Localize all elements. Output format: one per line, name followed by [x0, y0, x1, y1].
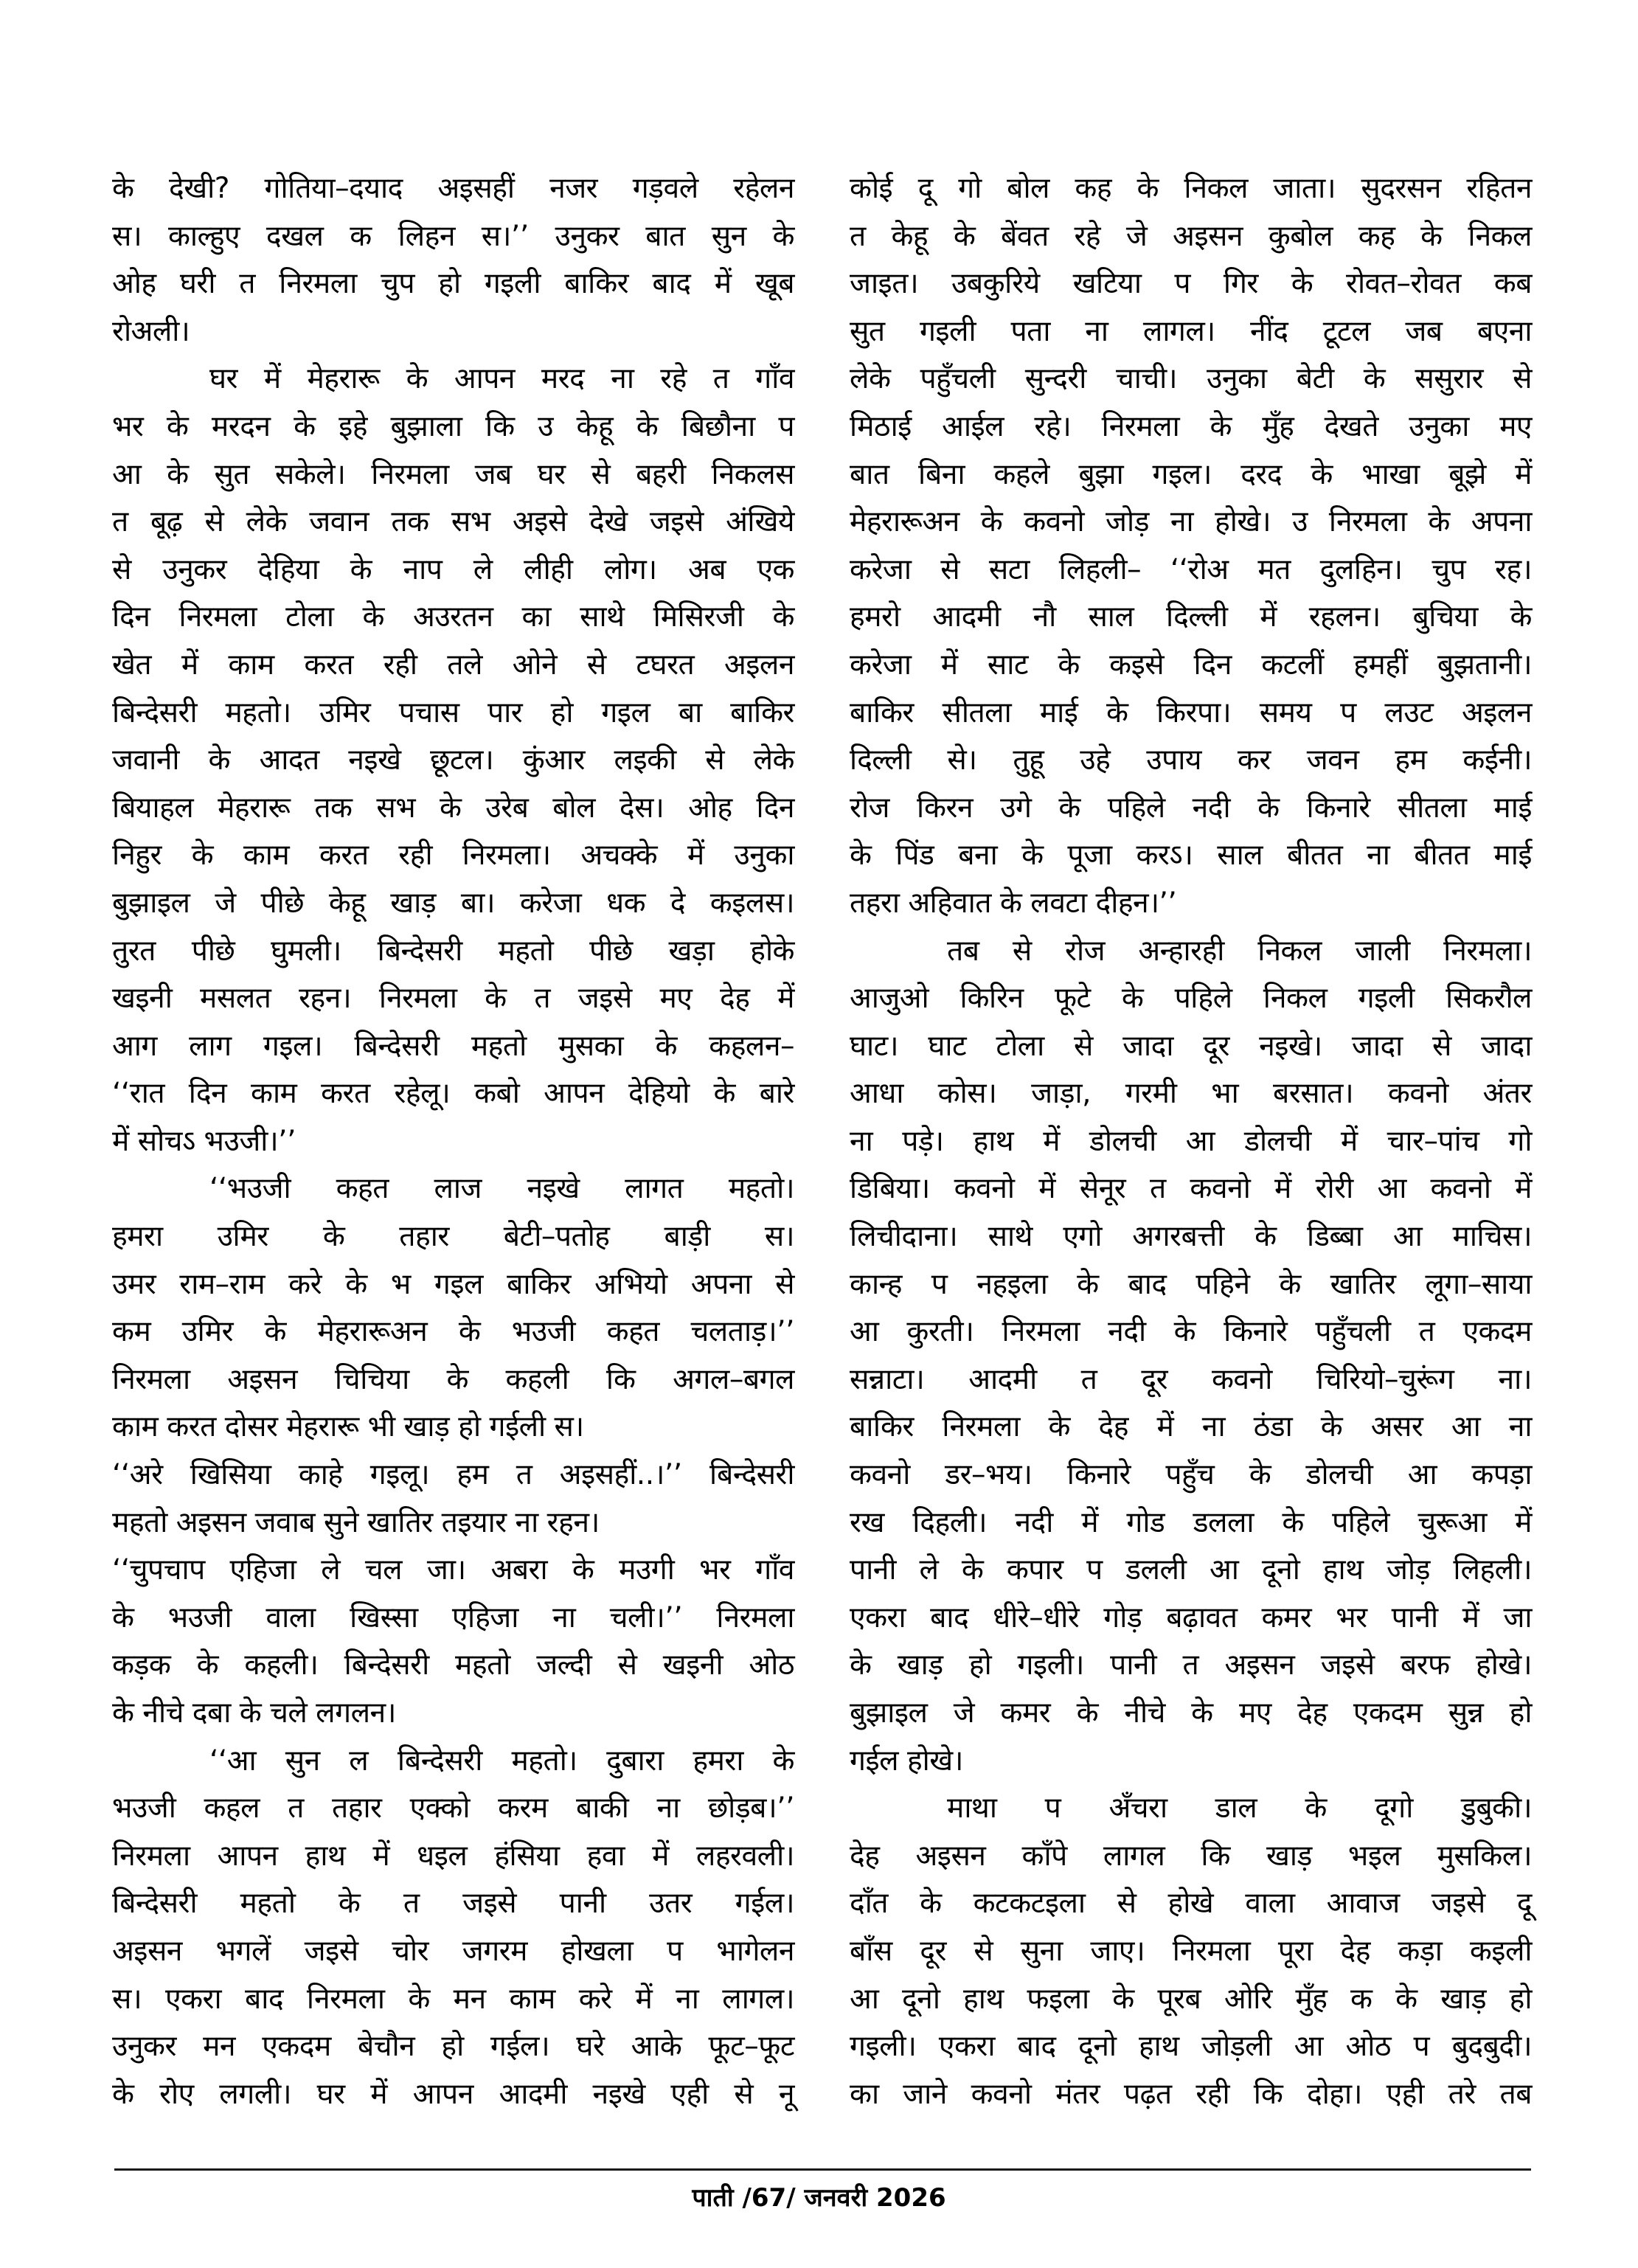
text-line: कोई दू गो बोल कह के निकल जाता। सुदरसन रहितन: [850, 172, 1532, 205]
text-line: खइनी मसलत रहन। निरमला के त जइसे मए देह में: [112, 982, 794, 1016]
text-line: सुत गइली पता ना लागल। नींद टूटल जब बएना: [850, 314, 1532, 348]
text-line: भर के मरदन के इहे बुझाला कि उ केहू के बिछौना प: [112, 409, 794, 443]
text-line: माथा प अँचरा डाल के दूगो डुबुकी।: [947, 1792, 1532, 1825]
text-line: के खाड़ हो गइली। पानी त अइसन जइसे बरफ होखे।: [850, 1648, 1532, 1682]
text-line: बात बिना कहले बुझा गइल। दरद के भाखा बूझे में: [850, 457, 1532, 491]
text-line: आधा कोस। जाड़ा, गरमी भा बरसात। कवनो अंतर: [850, 1077, 1532, 1111]
text-line: कड़क के कहली। बिन्देसरी महतो जल्दी से खइनी ओठ: [112, 1648, 794, 1682]
text-line: ना पड़े। हाथ में डोलची आ डोलची में चार–पांच गो: [850, 1124, 1532, 1158]
text-line: बुझाइल जे पीछे केहू खाड़ बा। करेजा धक दे कइलस।: [112, 886, 794, 920]
text-line: के नीचे दबा के चले लगलन।: [112, 1696, 396, 1730]
article-column-right: [850, 165, 1532, 2118]
text-line: बिन्देसरी महतो। उमिर पचास पार हो गइल बा बाकिर: [112, 696, 794, 729]
text-line: घाट। घाट टोला से जादा दूर नइखे। जादा से जादा: [850, 1029, 1532, 1063]
text-line: बाकिर सीतला माई के किरपा। समय प लउट अइलन: [850, 696, 1532, 729]
text-line: के भउजी वाला खिस्सा एहिजा ना चली।’’ निरमला: [112, 1601, 794, 1634]
text-line: रोज किरन उगे के पहिले नदी के किनारे सीतला माई: [850, 791, 1532, 825]
text-line: कवनो डर–भय। किनारे पहुँच के डोलची आ कपड़ा: [850, 1458, 1532, 1492]
text-line: जाइत। उबकुरिये खटिया प गिर के रोवत–रोवत कब: [850, 267, 1532, 301]
text-line: ओह घरी त निरमला चुप हो गइली बाकिर बाद में खूब: [112, 267, 794, 301]
text-line: तब से रोज अन्हारही निकल जाली निरमला।: [947, 934, 1532, 968]
text-line: आजुओ किरिन फूटे के पहिले निकल गइली सिकरौल: [850, 982, 1532, 1016]
text-line: बुझाइल जे कमर के नीचे के मए देह एकदम सुन्न हो: [850, 1696, 1532, 1730]
text-line: खेत में काम करत रही तले ओने से टघरत अइलन: [112, 648, 794, 682]
text-line: गइली। एकरा बाद दूनो हाथ जोड़ली आ ओठ प बुदबुदी।: [850, 2030, 1532, 2064]
text-line: का जाने कवनो मंतर पढ़त रही कि दोहा। एही तरे तब: [850, 2077, 1532, 2111]
text-line: से उनुकर देहिया के नाप ले लीही लोग। अब एक: [112, 552, 794, 586]
text-line: भउजी कहल त तहार एक्को करम बाकी ना छोड़ब।’’: [112, 1792, 794, 1825]
text-line: डिबिया। कवनो में सेनूर त कवनो में रोरी आ कवनो में: [850, 1172, 1532, 1206]
text-line: कान्ह प नहइला के बाद पहिने के खातिर लूगा–साया: [850, 1267, 1532, 1301]
text-line: दिन निरमला टोला के अउरतन का साथे मिसिरजी के: [112, 600, 794, 634]
text-line: बाँस दूर से सुना जाए। निरमला पूरा देह कड़ा कइली: [850, 1934, 1532, 1968]
text-line: महतो अइसन जवाब सुने खातिर तइयार ना रहन।: [112, 1505, 600, 1539]
text-line: उनुकर मन एकदम बेचौन हो गईल। घरे आके फूट–फूट: [112, 2030, 794, 2064]
text-line: सन्नाटा। आदमी त दूर कवनो चिरियो–चुरूंग ना।: [850, 1362, 1532, 1396]
text-line: लिचीदाना। साथे एगो अगरबत्ती के डिब्बा आ माचिस।: [850, 1220, 1532, 1254]
text-line: त केहू के बेंवत रहे जे अइसन कुबोल कह के निकल: [850, 219, 1532, 253]
text-line: मिठाई आईल रहे। निरमला के मुँह देखते उनुका मए: [850, 409, 1532, 443]
text-line: आग लाग गइल। बिन्देसरी महतो मुसका के कहलन–: [112, 1029, 794, 1063]
text-line: उमर राम–राम करे के भ गइल बाकिर अभियो अपना से: [112, 1267, 794, 1301]
text-line: करेजा में साट के कइसे दिन कटलीं हमहीं बुझतानी।: [850, 648, 1532, 682]
text-line: गईल होखे।: [850, 1744, 963, 1778]
text-line: घर में मेहरारू के आपन मरद ना रहे त गाँव: [209, 362, 794, 396]
text-line: करेजा से सटा लिहली– ‘‘रोअ मत दुलहिन। चुप रह।: [850, 552, 1532, 586]
text-line: रख दिहली। नदी में गोड डलला के पहिले चुरूआ में: [850, 1505, 1532, 1539]
article-column-left: [112, 165, 794, 2118]
text-line: हमरा उमिर के तहार बेटी–पतोह बाड़ी स।: [112, 1220, 794, 1254]
text-line: में सोचऽ भउजी।’’: [112, 1124, 296, 1158]
text-line: आ के सुत सकेले। निरमला जब घर से बहरी निकलस: [112, 457, 794, 491]
text-line: दिल्ली से। तुहू उहे उपाय कर जवन हम कईनी।: [850, 743, 1532, 777]
text-line: ‘‘अरे खिसिया काहे गइलू। हम त अइसहीं..।’’ बिन्देसरी: [112, 1458, 794, 1492]
text-line: मेहरारूअन के कवनो जोड़ ना होखे। उ निरमला के अपना: [850, 505, 1532, 539]
text-line: ‘‘भउजी कहत लाज नइखे लागत महतो।: [209, 1172, 794, 1206]
text-line: जवानी के आदत नइखे छूटल। कुंआर लइकी से लेके: [112, 743, 794, 777]
text-line: तहरा अहिवात के लवटा दीहन।’’: [850, 886, 1177, 920]
text-line: लेके पहुँचली सुन्दरी चाची। उनुका बेटी के ससुरार से: [850, 362, 1532, 396]
text-line: बिन्देसरी महतो के त जइसे पानी उतर गईल।: [112, 1887, 794, 1921]
text-line: बाकिर निरमला के देह में ना ठंडा के असर आ ना: [850, 1410, 1532, 1444]
text-line: के रोए लगली। घर में आपन आदमी नइखे एही से नू: [112, 2077, 794, 2111]
text-line: त बूढ़ से लेके जवान तक सभ अइसे देखे जइसे अंखिये: [112, 505, 794, 539]
text-line: अइसन भगलें जइसे चोर जगरम होखला प भागेलन: [112, 1934, 794, 1968]
text-line: स। काल्हुए दखल क लिहन स।’’ उनुकर बात सुन के: [112, 219, 794, 253]
text-line: निहुर के काम करत रही निरमला। अचक्के में उनुका: [112, 839, 794, 873]
footer-divider: [114, 2168, 1531, 2171]
text-line: निरमला आपन हाथ में धइल हंसिया हवा में लहरवली।: [112, 1839, 794, 1873]
page-footer: पाती /67/ जनवरी 2026: [692, 2183, 946, 2213]
text-line: स। एकरा बाद निरमला के मन काम करे में ना लागल।: [112, 1982, 794, 2016]
text-line: रोअली।: [112, 314, 190, 348]
text-line: बियाहल मेहरारू तक सभ के उरेब बोल देस। ओह दिन: [112, 791, 794, 825]
text-line: निरमला अइसन चिचिया के कहली कि अगल–बगल: [112, 1362, 794, 1396]
text-line: ‘‘चुपचाप एहिजा ले चल जा। अबरा के मउगी भर गाँव: [112, 1553, 794, 1587]
text-line: के देखी? गोतिया–दयाद अइसहीं नजर गड़वले रहेलन: [112, 172, 794, 205]
text-line: ‘‘आ सुन ल बिन्देसरी महतो। दुबारा हमरा के: [209, 1744, 794, 1778]
text-line: ‘‘रात दिन काम करत रहेलू। कबो आपन देहियो के बारे: [112, 1077, 794, 1111]
text-line: तुरत पीछे घुमली। बिन्देसरी महतो पीछे खड़ा होके: [112, 934, 794, 968]
text-line: हमरो आदमी नौ साल दिल्ली में रहलन। बुचिया के: [850, 600, 1532, 634]
text-line: एकरा बाद धीरे–धीरे गोड़ बढ़ावत कमर भर पानी में जा: [850, 1601, 1532, 1634]
text-line: देह अइसन काँपे लागल कि खाड़ भइल मुसकिल।: [850, 1839, 1532, 1873]
text-line: कम उमिर के मेहरारूअन के भउजी कहत चलताड़।’’: [112, 1315, 794, 1349]
text-line: के पिंड बना के पूजा करऽ। साल बीतत ना बीतत माई: [850, 839, 1532, 873]
text-line: आ कुरती। निरमला नदी के किनारे पहुँचली त एकदम: [850, 1315, 1532, 1349]
text-line: आ दूनो हाथ फइला के पूरब ओरि मुँह क के खाड़ हो: [850, 1982, 1532, 2016]
text-line: पानी ले के कपार प डलली आ दूनो हाथ जोड़ लिहली।: [850, 1553, 1532, 1587]
text-line: दाँत के कटकटइला से होखे वाला आवाज जइसे दू: [850, 1887, 1532, 1921]
text-line: काम करत दोसर मेहरारू भी खाड़ हो गईली स।: [112, 1410, 584, 1444]
